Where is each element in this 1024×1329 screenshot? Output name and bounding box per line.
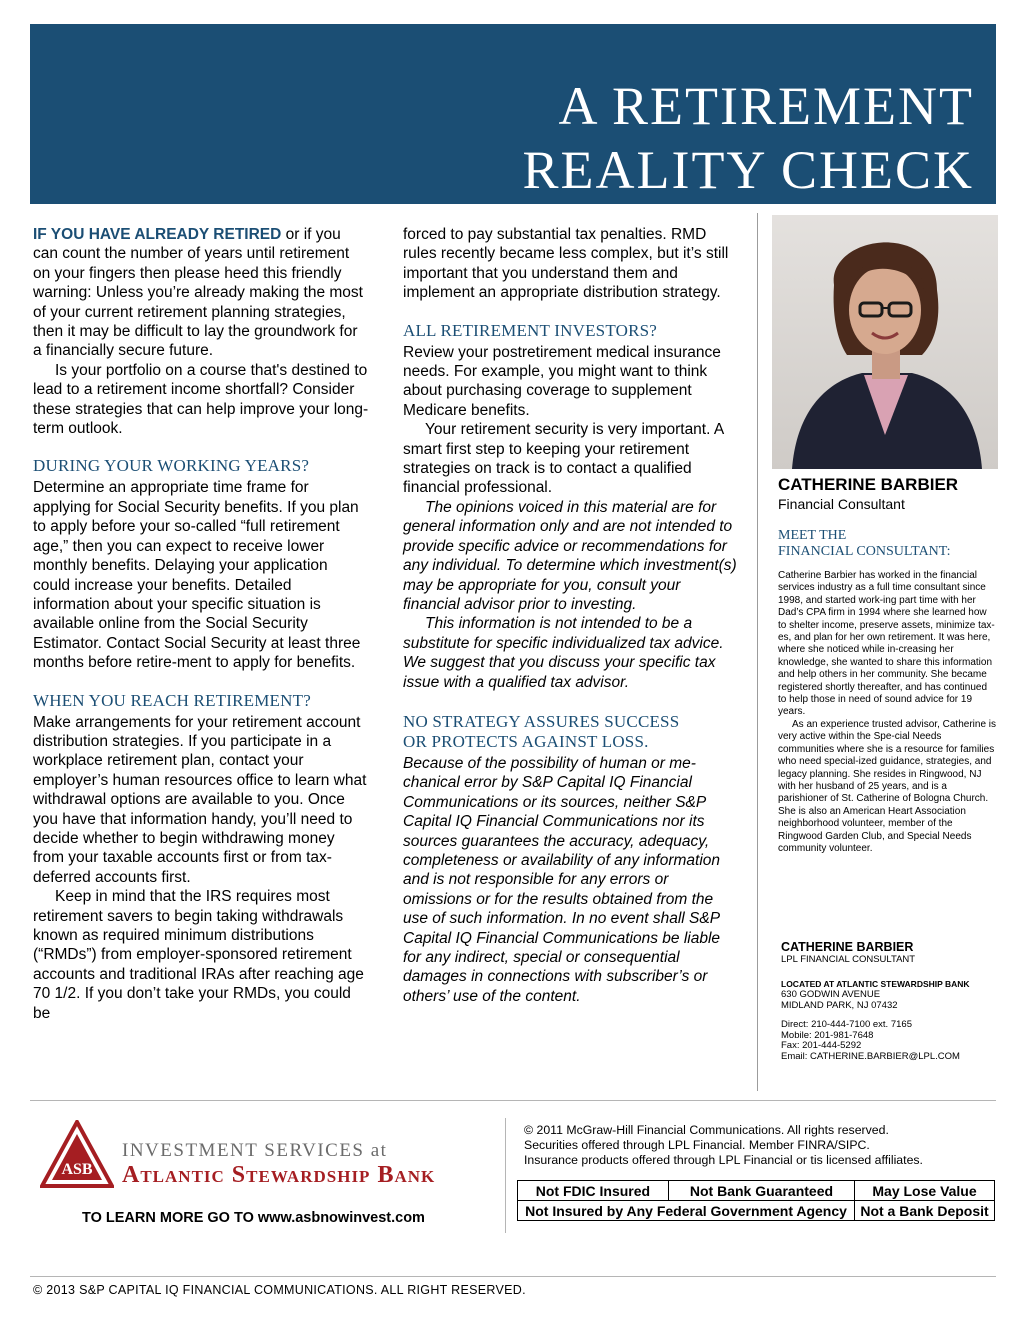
bottom-column-divider (505, 1118, 506, 1233)
portrait-illustration (772, 215, 998, 469)
contact-title: LPL FINANCIAL CONSULTANT (781, 954, 916, 965)
legal-line-1: © 2011 McGraw-Hill Financial Communications. All rights reserved. (524, 1123, 889, 1137)
header-banner (30, 24, 996, 204)
reach-retirement-text: Make arrangements for your retirement account distribution strategies. If you participate in a workplace retirement plan, contact your employer’s human resources office to learn what withdrawal options are available to you. Once you have that information handy, you’ll need to decide whether to begin withdrawing money from your taxable accounts first or from tax-deferred accounts first. (33, 713, 367, 886)
all-investors-text-2: Your retirement security is very important. A smart first step to keeping your retirement strategies on track is to contact a qualified financial professional. (403, 421, 724, 497)
tax-disclaimer: This information is not intended to be a substitute for specific individualized tax advice. We suggest that you discuss your specific tax issue with a qualified tax advisor. (403, 615, 724, 691)
meet-consultant-heading (778, 528, 996, 560)
column-divider (757, 213, 758, 1091)
disclosure-may-lose-value: May Lose Value (855, 1181, 995, 1201)
logo-line-1: INVESTMENT SERVICES at (122, 1140, 388, 1161)
contact-address-1: 630 GODWIN AVENUE (781, 989, 881, 1000)
disclosure-not-bank-deposit: Not a Bank Deposit (855, 1201, 995, 1221)
title-line-1: A RETIREMENT (558, 76, 974, 136)
legal-line-2: Securities offered through LPL Financial. Member FINRA/SIPC. (524, 1137, 870, 1152)
consultant-bio-2: As an experience trusted advisor, Catherine is very active within the Spe-cial Needs communities where she is a resource for families who need special-ized guidance, strategies, and legacy planning. She resides in Ringwood, NJ with her husband of 25 years, and is a parishioner of St. Catherine of Bologna Church. She is also an American Heart Association neighborhood volunteer, member of the Ringwood Garden Club, and Special Needs community volunteer. (778, 718, 996, 854)
bottom-divider (30, 1100, 996, 1101)
disclosure-not-insured-agency: Not Insured by Any Federal Government Agency (518, 1201, 855, 1221)
contact-address-2: MIDLAND PARK, NJ 07432 (781, 999, 898, 1011)
contact-mobile: Mobile: 201-981-7648 (781, 1029, 874, 1041)
contact-direct: Direct: 210-444-7100 ext. 7165 (781, 1019, 912, 1031)
consultant-bio-1: Catherine Barbier has worked in the financial services industry as a full time consultant since 1998, and started work-ing part time with her Dad’s CPA firm in 1994 where she learned how to shelter income, preserve assets, minimize tax-es, and plan for her own retirement. It was here, where she noticed while in-creasing her knowledge, she wanted to share this information and help others in her community. She became registered shortly thereafter, and has continued to help those in need of sound advice for 19 years. (778, 570, 995, 718)
contact-location: LOCATED AT ATLANTIC STEWARDSHIP BANK (781, 979, 970, 989)
consultant-photo (772, 215, 998, 469)
reach-retirement-text-2: Keep in mind that the IRS requires most retirement savers to begin taking withdrawals known as required minimum distributions (“RMDs”) from employer-sponsored retirement accounts and traditional IRAs after reaching age 70 1/2. If you don’t take your RMDs, you could be (33, 888, 364, 1022)
meet-heading-line-2: FINANCIAL CONSULTANT: (778, 544, 951, 559)
meet-heading-line-1: MEET THE (778, 528, 847, 543)
all-investors-text: Review your postretirement medical insurance needs. For example, you might want to think about purchasing coverage to supplement Medicare benefits. (403, 343, 721, 419)
footer-copyright: © 2013 S&P CAPITAL IQ FINANCIAL COMMUNICATIONS. ALL RIGHT RESERVED. (33, 1283, 526, 1297)
asb-monogram: ASB (61, 1161, 93, 1178)
contact-name: CATHERINE BARBIER (781, 940, 914, 954)
contact-email[interactable]: Email: CATHERINE.BARBIER@LPL.COM (781, 1050, 960, 1062)
article-column-2 (403, 225, 737, 1006)
opinion-disclaimer: The opinions voiced in this material are for general information only and are not intended to provide specific advice or recommendations for any individual. To determine which investment(s) may be appropriate for you, consult your financial advisor prior to investing. (403, 498, 737, 613)
consultant-profile (778, 475, 996, 855)
learn-more-link[interactable]: TO LEARN MORE GO TO www.asbnowinvest.com (82, 1210, 425, 1226)
legal-line-3: Insurance products offered through LPL Financial or tis licensed affiliates. (524, 1152, 923, 1167)
page-title (523, 74, 974, 202)
contact-fax: Fax: 201-444-5292 (781, 1040, 862, 1052)
section-heading-all-investors: ALL RETIREMENT INVESTORS? (403, 320, 658, 340)
working-years-text: Determine an appropriate time frame for applying for Social Security benefits. If you plan to apply before your so-called “full retirement age,” then you can expect to receive lower monthly benefits. Delaying your application could increase your benefits. Detailed information about your specific situation is available online from the Social Security Estimator. Contact Social Security at least three months before retire-ment to apply for benefits. (33, 479, 361, 672)
article-column-1 (33, 225, 369, 1023)
bank-logo (40, 1120, 490, 1198)
asb-logo-icon (40, 1120, 114, 1190)
intro-lead: IF YOU HAVE ALREADY RETIRED (33, 226, 282, 243)
legal-notice (524, 1123, 994, 1167)
disclosure-not-fdic: Not FDIC Insured (518, 1181, 669, 1201)
intro-paragraph (33, 225, 369, 361)
intro-paragraph-2: Is your portfolio on a course that's destined to lead to a retirement income shortfall? Consider these strategies that can help improve your long-term outlook. (33, 361, 369, 438)
section-heading-working-years: DURING YOUR WORKING YEARS? (33, 456, 310, 476)
no-strategy-line-2: OR PROTECTS AGAINST LOSS. (403, 731, 649, 751)
liability-disclaimer: Because of the possibility of human or me-chanical error by S&P Capital IQ Financial Communications or its sources, neither S&P Capital IQ Financial Communications nor its sources guarantees the accuracy, adequacy, completeness or availability of any information and is not responsible for any errors or omissions or for the results obtained from the use of such information. In no event shall S&P Capital IQ Financial Communications be liable for any indirect, special or consequential damages in connections with subscriber’s or others’ use of the content. (403, 754, 721, 1005)
disclosure-not-bank-guaranteed: Not Bank Guaranteed (668, 1181, 854, 1201)
section-heading-no-strategy (403, 712, 737, 752)
intro-text: or if you can count the number of years until retirement on your fingers then please heed this friendly warning: Unless you’re already making the most of your current retirement planning strategies, then it may be difficult to lay the groundwork for a financially secure future. (33, 226, 363, 360)
footer-divider (30, 1276, 996, 1277)
contact-info (781, 940, 996, 1063)
logo-line-2: Atlantic Stewardship Bank (122, 1162, 436, 1188)
section-heading-reach-retirement: WHEN YOU REACH RETIREMENT? (33, 690, 311, 710)
disclosure-table (517, 1180, 995, 1221)
no-strategy-line-1: NO STRATEGY ASSURES SUCCESS (403, 711, 680, 731)
title-line-2: REALITY CHECK (522, 140, 974, 200)
consultant-role: Financial Consultant (778, 496, 905, 512)
consultant-name: CATHERINE BARBIER (778, 475, 959, 494)
continued-text: forced to pay substantial tax penalties. RMD rules recently became less complex, but it’s still important that you understand them and implement an appropriate distribution strategy. (403, 226, 729, 302)
